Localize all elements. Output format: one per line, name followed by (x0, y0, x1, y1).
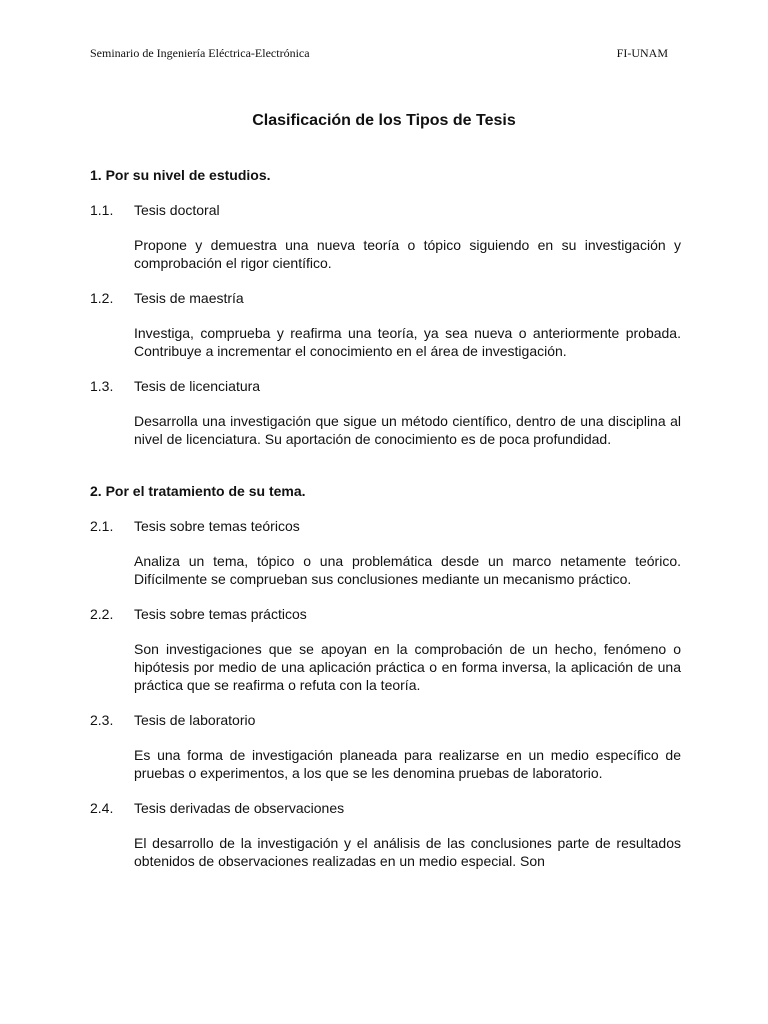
subsection-heading (90, 711, 681, 729)
subsection-heading (90, 605, 681, 623)
header-seminar-name: Seminario de Ingeniería Eléctrica-Electrónica (90, 46, 310, 60)
subsection-paragraph: Son investigaciones que se apoyan en la comprobación de un hecho, fenómeno o hipótesis por medio de una aplicación práctica o en forma inversa, la aplicación de una práctica que se reafirma o refuta con la teoría. (134, 641, 681, 693)
subsection-number: 1.2. (90, 290, 114, 306)
subsection-title: Tesis de maestría (134, 290, 244, 306)
document-title: Clasificación de los Tipos de Tesis (252, 112, 516, 129)
document-body (90, 166, 681, 887)
subsection-heading (90, 201, 681, 219)
section-1 (90, 166, 681, 448)
section-spacer (90, 465, 681, 482)
subsection-title: Tesis sobre temas prácticos (134, 606, 307, 622)
subsection-number: 2.1. (90, 518, 114, 534)
subsection-heading (90, 517, 681, 535)
subsection-title: Tesis sobre temas teóricos (134, 518, 300, 534)
subsection-heading (90, 377, 681, 395)
section-heading: 1. Por su nivel de estudios. (90, 167, 271, 183)
subsection-paragraph: Analiza un tema, tópico o una problemática desde un marco netamente teórico. Difícilmente se comprueban sus conclusiones mediante un mecanismo práctico. (134, 553, 681, 587)
subsection-number: 2.4. (90, 800, 114, 816)
subsection-heading (90, 799, 681, 817)
subsection-number: 1.1. (90, 202, 114, 218)
subsection-title: Tesis doctoral (134, 202, 220, 218)
subsection-heading (90, 289, 681, 307)
subsection-number: 2.3. (90, 712, 114, 728)
subsection-title: Tesis derivadas de observaciones (134, 800, 345, 816)
subsection-paragraph: Propone y demuestra una nueva teoría o tópico siguiendo en su investigación y comprobación el rigor científico. (134, 237, 681, 271)
subsection-number: 1.3. (90, 378, 114, 394)
subsection-title: Tesis de laboratorio (134, 712, 256, 728)
subsection-paragraph: Es una forma de investigación planeada para realizarse en un medio específico de pruebas o experimentos, a los que se les denomina pruebas de laboratorio. (134, 747, 681, 781)
subsection-paragraph: Desarrolla una investigación que sigue un método científico, dentro de una disciplina al nivel de licenciatura. Su aportación de conocimiento es de poca profundidad. (134, 413, 681, 447)
section-heading: 2. Por el tratamiento de su tema. (90, 483, 306, 499)
subsection-paragraph: Investiga, comprueba y reafirma una teoría, ya sea nueva o anteriormente probada. Contribuye a incrementar el conocimiento en el área de investigación. (134, 325, 681, 359)
section-2 (90, 482, 681, 870)
subsection-paragraph: El desarrollo de la investigación y el análisis de las conclusiones parte de resultados obtenidos de observaciones realizadas en un medio especial. Son (134, 835, 681, 869)
subsection-title: Tesis de licenciatura (134, 378, 261, 394)
subsection-number: 2.2. (90, 606, 114, 622)
header-institution: FI-UNAM (616, 46, 668, 60)
